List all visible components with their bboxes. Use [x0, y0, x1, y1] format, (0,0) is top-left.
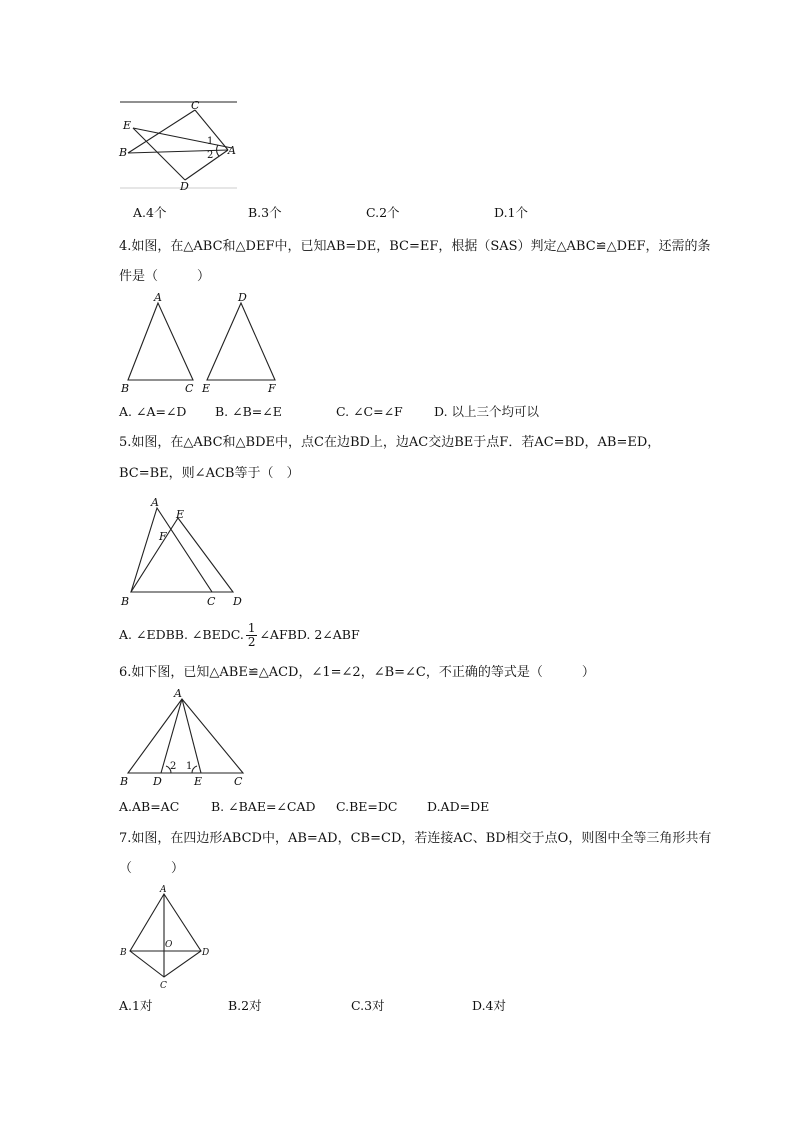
q6-option-c[interactable]: C.BE=DC [336, 799, 398, 814]
q5-options-prefix: A. ∠EDBB. ∠BEDC. [119, 627, 244, 642]
q5-fraction-denominator: 2 [247, 635, 256, 649]
q5-options-suffix: ∠AFBD. 2∠ABF [259, 627, 360, 642]
q3-option-b[interactable]: B.3个 [248, 205, 282, 220]
q6-angle-label-1: 1 [186, 761, 193, 772]
q4-option-c[interactable]: C. ∠C=∠F [336, 404, 403, 419]
q6-label-a: A [174, 687, 182, 700]
q6-figure [115, 686, 255, 791]
q3-label-d: D [180, 180, 189, 193]
q7-label-c: C [160, 981, 167, 991]
q3-segment-ed [133, 128, 185, 180]
q6-angle-mark-1 [192, 766, 197, 773]
q6-option-b[interactable]: B. ∠BAE=∠CAD [211, 799, 316, 814]
q5-fraction [246, 622, 258, 649]
q4-stem-line1: 4.如图，在△ABC和△DEF中，已知AB=DE，BC=EF，根据（SAS）判定△ABC≌△DEF，还需的条 [119, 239, 711, 254]
q7-option-b[interactable]: B.2对 [228, 998, 262, 1013]
q4-stem-line2: 件是（ ） [119, 269, 211, 284]
q7-option-d[interactable]: D.4对 [472, 998, 507, 1013]
q7-label-d: D [202, 948, 210, 958]
q4-label-c: C [185, 382, 194, 395]
q4-option-b[interactable]: B. ∠B=∠E [215, 404, 282, 419]
q3-label-b: B [119, 146, 128, 159]
q5-fraction-numerator: 1 [247, 621, 256, 635]
q4-option-a[interactable]: A. ∠A=∠D [119, 404, 187, 419]
q6-stem: 6.如下图，已知△ABE≌△ACD，∠1=∠2，∠B=∠C，不正确的等式是（ ） [119, 665, 595, 680]
q6-angle-label-2: 2 [170, 761, 177, 772]
q7-label-a: A [160, 885, 167, 895]
q7-figure [115, 880, 220, 992]
q7-stem-line1: 7.如图，在四边形ABCD中，AB=AD，CB=CD，若连接AC、BD相交于点O，则图中全等三角形共有 [119, 831, 712, 846]
q3-label-c: C [191, 99, 200, 112]
q6-label-e: E [194, 775, 203, 788]
q6-label-c: C [234, 775, 243, 788]
q5-options[interactable] [119, 622, 360, 649]
q3-segment-bc [128, 110, 195, 153]
q4-label-a: A [154, 291, 162, 304]
q4-option-d[interactable]: D. 以上三个均可以 [434, 404, 540, 419]
q4-triangle-abc [128, 303, 193, 380]
q7-option-c[interactable]: C.3对 [351, 998, 385, 1013]
q7-quadrilateral-abcd [130, 894, 201, 977]
q5-label-b: B [121, 595, 130, 608]
q3-option-d[interactable]: D.1个 [494, 205, 529, 220]
q4-triangle-def [207, 303, 275, 380]
q3-angle-label-2: 2 [207, 150, 214, 161]
q7-option-a[interactable]: A.1对 [119, 998, 153, 1013]
q3-figure [115, 98, 245, 193]
q3-segment-ec [133, 128, 232, 148]
q5-figure [115, 492, 250, 612]
q4-label-e: E [202, 382, 211, 395]
q4-figure [115, 288, 285, 398]
q6-option-a[interactable]: A.AB=AC [119, 799, 180, 814]
q5-label-d: D [233, 595, 242, 608]
q6-option-d[interactable]: D.AD=DE [427, 799, 490, 814]
q5-label-a: A [151, 496, 159, 509]
q5-label-c: C [207, 595, 216, 608]
q7-label-o: O [165, 940, 173, 950]
q3-label-e: E [123, 119, 132, 132]
q3-option-a[interactable]: A.4个 [133, 205, 167, 220]
q3-option-c[interactable]: C.2个 [366, 205, 400, 220]
q4-label-f: F [268, 382, 276, 395]
q5-triangle-abc [131, 508, 212, 592]
q4-label-d: D [238, 291, 247, 304]
q3-label-a: A [228, 144, 236, 157]
q5-stem-line1: 5.如图，在△ABC和△BDE中，点C在边BD上，边AC交边BE于点F．若AC=BD，AB=ED， [119, 435, 661, 450]
q3-angle-label-1: 1 [207, 136, 214, 147]
q7-label-b: B [120, 948, 127, 958]
q5-triangle-bde [131, 518, 233, 592]
q5-stem-line2: BC=BE，则∠ACB等于（ ） [119, 466, 300, 481]
q5-label-e: E [176, 508, 185, 521]
q7-stem-line2: （ ） [119, 861, 185, 876]
q4-label-b: B [121, 382, 130, 395]
q5-label-f: F [159, 530, 167, 543]
q6-label-d: D [153, 775, 162, 788]
q6-label-b: B [120, 775, 129, 788]
